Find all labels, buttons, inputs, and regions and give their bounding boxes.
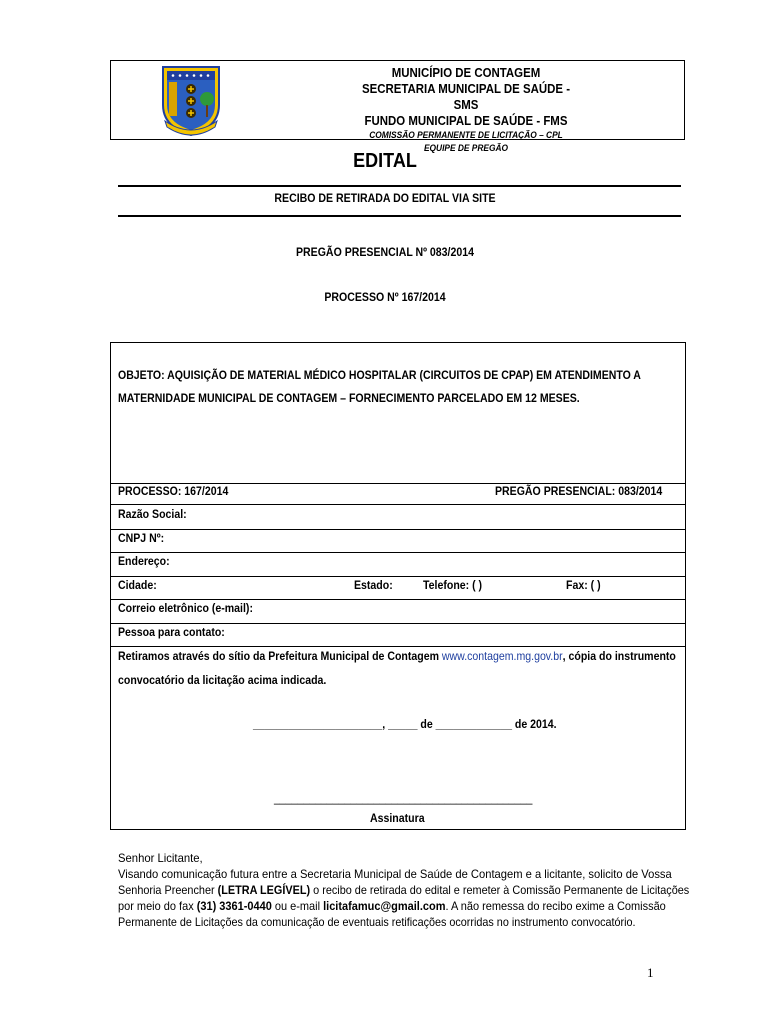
cnpj-field[interactable]: CNPJ Nº: (118, 531, 165, 545)
row-divider (111, 504, 685, 505)
row-divider (111, 576, 685, 577)
retiramos-line-1 (118, 649, 676, 663)
row-divider (111, 599, 685, 600)
instructions-text: por meio do fax (118, 899, 197, 913)
cidade-field[interactable]: Cidade: (118, 578, 157, 592)
endereco-field[interactable]: Endereço: (118, 554, 170, 568)
document-title: EDITAL (353, 150, 417, 172)
coat-of-arms-icon (161, 65, 221, 137)
document-subtitle: RECIBO DE RETIRADA DO EDITAL VIA SITE (274, 191, 496, 205)
contato-field[interactable]: Pessoa para contato: (118, 625, 225, 639)
fax-field[interactable]: Fax: ( ) (566, 578, 601, 592)
estado-field[interactable]: Estado: (354, 578, 393, 592)
instructions-text: . A não remessa do recibo exime a Comissão (445, 899, 666, 913)
retiramos-text: Retiramos através do sítio da Prefeitura Municipal de Contagem (118, 649, 442, 663)
instructions-text: Senhoria Preencher (118, 883, 218, 897)
pregao-heading: PREGÃO PRESENCIAL Nº 083/2014 (296, 245, 474, 259)
header-line-4: COMISSÃO PERMANENTE DE LICITAÇÃO – CPL (369, 130, 563, 141)
site-link[interactable]: www.contagem.mg.gov.br (441, 649, 563, 663)
instructions (118, 850, 690, 930)
title-rule-top (118, 185, 681, 187)
date-line[interactable]: ______________________, _____ de _____________ de 2014. (253, 717, 557, 731)
processo-heading: PROCESSO Nº 167/2014 (324, 290, 446, 304)
instructions-text: o recibo de retirada do edital e remeter à Comissão Permanente de Licitações (310, 883, 690, 897)
page-number: 1 (647, 965, 654, 980)
retiramos-line-2: convocatório da licitação acima indicada. (118, 673, 327, 687)
objeto-line-2: MATERNIDADE MUNICIPAL DE CONTAGEM – FORNECIMENTO PARCELADO EM 12 MESES. (118, 391, 580, 405)
retiramos-text-end: , cópia do instrumento (562, 649, 676, 663)
instructions-text: ou e-mail (271, 899, 324, 913)
row-divider (111, 552, 685, 553)
fax-number: (31) 3361-0440 (196, 899, 272, 913)
processo-field: PROCESSO: 167/2014 (118, 484, 229, 498)
pregao-field: PREGÃO PRESENCIAL: 083/2014 (495, 484, 663, 498)
objeto-line-1: OBJETO: AQUISIÇÃO DE MATERIAL MÉDICO HOSPITALAR (CIRCUITOS DE CPAP) EM ATENDIMENTO A (118, 368, 641, 382)
header-line-1: MUNICÍPIO DE CONTAGEM (391, 65, 541, 80)
instructions-line-3 (118, 898, 666, 914)
row-divider (111, 646, 685, 647)
instructions-line-4: Permanente de Licitações da comunicação de eventuais retificações ocorridas no instrumento convocatório. (118, 915, 636, 929)
row-divider (111, 623, 685, 624)
header-box (110, 60, 685, 154)
row-divider (111, 529, 685, 530)
signature-label: Assinatura (370, 811, 425, 825)
title-rule-bottom (118, 215, 681, 217)
email-field[interactable]: Correio eletrônico (e-mail): (118, 601, 253, 615)
greeting: Senhor Licitante, (118, 851, 203, 865)
receipt-form (110, 342, 686, 830)
header-line-2: SECRETARIA MUNICIPAL DE SAÚDE - SMS (361, 81, 571, 112)
email-address: licitafamuc@gmail.com (323, 899, 446, 913)
header-text (341, 65, 591, 155)
header-line-3: FUNDO MUNICIPAL DE SAÚDE - FMS (364, 113, 568, 128)
signature-line[interactable]: ____________________________________________ (274, 791, 533, 805)
razao-social-field[interactable]: Razão Social: (118, 507, 187, 521)
telefone-field[interactable]: Telefone: ( ) (423, 578, 483, 592)
legible-emphasis: (LETRA LEGÍVEL) (217, 883, 311, 897)
instructions-line-1: Visando comunicação futura entre a Secretaria Municipal de Saúde de Contagem e a licitante, solicito de Vossa (118, 867, 672, 881)
instructions-line-2 (118, 882, 690, 898)
header-line-5: EQUIPE DE PREGÃO (423, 143, 509, 154)
